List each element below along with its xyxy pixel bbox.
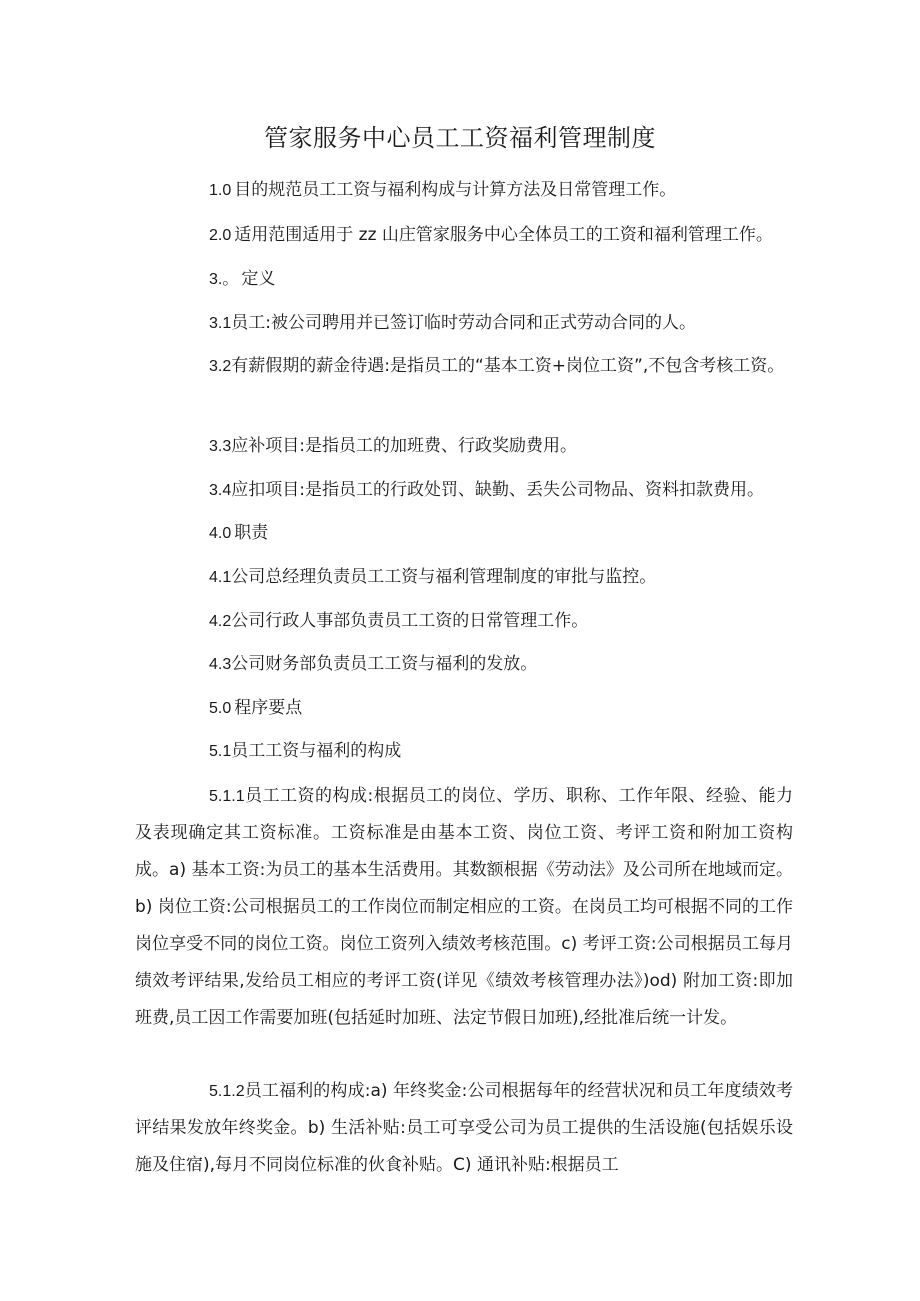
section-text: 定义 [241,269,276,289]
section-number: 5.1 [209,743,232,760]
section-text: 职责 [234,523,269,543]
section-2-0 [135,217,793,254]
section-4-3 [135,646,793,683]
section-text: 有薪假期的薪金待遇:是指员工的“基本工资+岗位工资”,不包含考核工资。 [231,356,785,376]
section-number: 1.0 [209,182,232,199]
section-number: 3.2 [209,358,232,375]
section-number: 4.2 [209,613,232,630]
section-text: 适用范围适用于 zz 山庄管家服务中心全体员工的工资和福利管理工作。 [234,225,773,245]
section-text: 程序要点 [234,698,303,718]
section-number: 5.1.1 [209,788,245,805]
section-4-0 [135,515,793,552]
section-4-2 [135,603,793,640]
section-number: 4.0 [209,525,232,542]
section-number: 3.。 [209,271,239,288]
section-text: 应扣项目:是指员工的行政处罚、缺勤、丢失公司物品、资料扣款费用。 [231,480,764,500]
section-5-0 [135,690,793,727]
section-3-0 [135,261,793,298]
section-text: 员工福利的构成:a) 年终奖金:公司根据每年的经营状况和员工年度绩效考评结果发放年终奖金。b) 生活补贴:员工可享受公司为员工提供的生活设施(包括娱乐设施及住宿),每月不同岗位标准的伙食补贴。C) 通讯补贴:根据员工 [135,1081,793,1175]
section-number: 3.4 [209,482,232,499]
section-text: 员工工资与福利的构成 [231,741,402,761]
section-text: 应补项目:是指员工的加班费、行政奖励费用。 [231,436,577,456]
section-5-1-2 [135,1073,793,1184]
section-number: 2.0 [209,227,232,244]
document-title: 管家服务中心员工工资福利管理制度 [264,124,656,152]
section-text: 公司财务部负责员工工资与福利的发放。 [231,654,538,674]
section-number: 5.1.2 [209,1083,245,1100]
section-1-0 [135,172,793,209]
section-3-1 [135,305,793,342]
section-number: 5.0 [209,700,232,717]
section-number: 4.1 [209,569,232,586]
section-number: 4.3 [209,656,232,673]
section-text: 员工:被公司聘用并已签订临时劳动合同和正式劳动合同的人。 [231,313,696,333]
section-3-4 [135,472,793,509]
section-4-1 [135,559,793,596]
section-3-2 [135,348,793,385]
section-5-1 [135,733,793,770]
section-text: 公司行政人事部负责员工工资的日常管理工作。 [231,611,589,631]
section-number: 3.1 [209,315,232,332]
section-text: 员工工资的构成:根据员工的岗位、学历、职称、工作年限、经验、能力及表现确定其工资标准。工资标准是由基本工资、岗位工资、考评工资和附加工资构成。a) 基本工资:为员工的基本生活费用。其数额根据《劳动法》及公司所在地域而定。b) 岗位工资:公司根据员工的工作岗位而制定相应的工资。在岗员工均可根据不同的工作岗位享受不同的岗位工资。岗位工资列入绩效考核范围。c) 考评工资:公司根据员工每月绩效考评结果,发给员工相应的考评工资(详见《绩效考核管理办法》)od) 附加工资:即加班费,员工因工作需要加班(包括延时加班、法定节假日加班),经批准后统一计发。 [135,786,793,1028]
section-text: 公司总经理负责员工工资与福利管理制度的审批与监控。 [231,567,657,587]
section-text: 目的规范员工工资与福利构成与计算方法及日常管理工作。 [234,180,677,200]
section-5-1-1 [135,778,793,1037]
section-number: 3.3 [209,438,232,455]
section-3-3 [135,428,793,465]
